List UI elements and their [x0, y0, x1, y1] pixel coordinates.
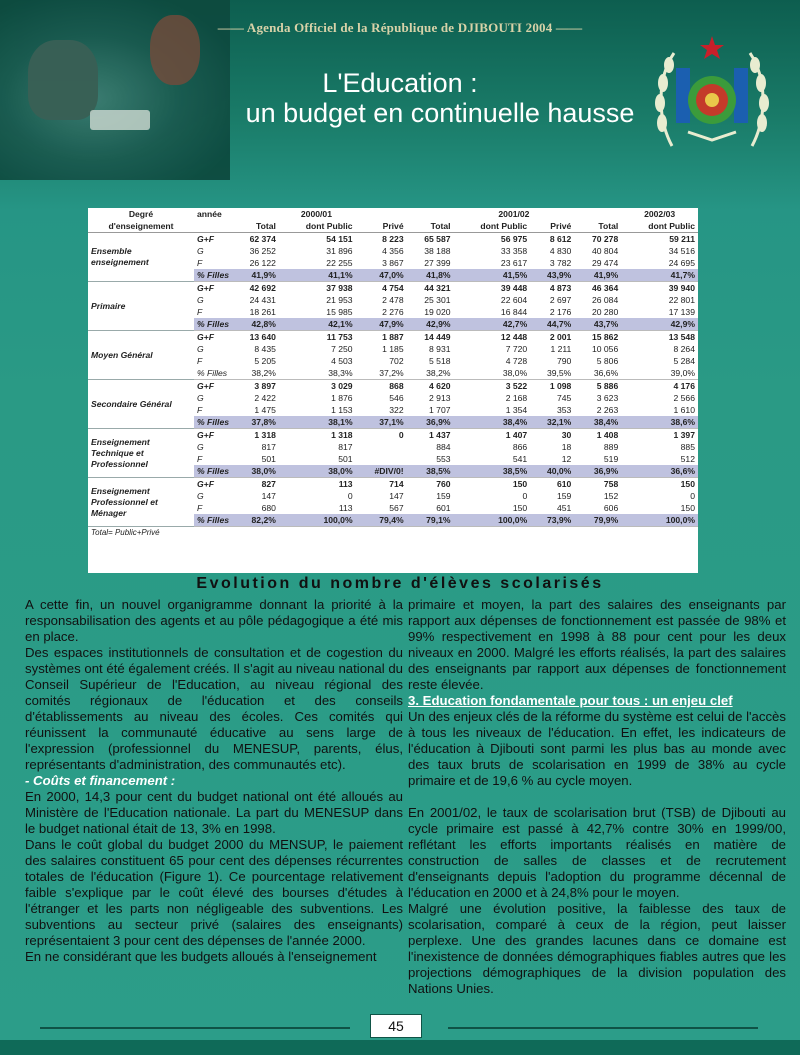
table-cell: 1 153 [331, 405, 353, 415]
table-cell: 152 [603, 491, 619, 501]
table-cell: 38,1% [279, 416, 356, 429]
col-public-2: dont Public [480, 221, 528, 231]
col-total-1: Total [256, 221, 276, 231]
table-cell: 4 356 [382, 246, 404, 256]
table-cell: 0 [347, 491, 353, 501]
table-cell: 745 [556, 393, 572, 403]
table-cell: 885 [680, 442, 695, 452]
table-cell: 12 448 [500, 332, 528, 342]
table-cell: 1 211 [550, 344, 572, 354]
table-cell: 79,4% [356, 514, 407, 527]
table-cell: 113 [338, 503, 353, 513]
group-label: Moyen Général [88, 331, 194, 380]
table-cell: 501 [261, 454, 276, 464]
table-cell: 2 263 [596, 405, 619, 415]
table-cell: 18 [561, 442, 572, 452]
table-cell: 42,8% [232, 318, 279, 331]
table-cell: 62 374 [249, 234, 276, 244]
table-cell: 41,8% [407, 269, 454, 282]
left-paragraph-3: En 2000, 14,3 pour cent du budget national ont été alloués au Ministère de l'Education nationale. La part du MENESUP dans le budget national était de 13, 3% en 1998. [25, 789, 403, 836]
table-cell: 3 029 [331, 381, 353, 391]
section-heading-3: 3. Education fondamentale pour tous : un enjeu clef [408, 693, 733, 708]
table-cell: 2 176 [549, 307, 572, 317]
table-cell: 5 284 [673, 356, 695, 366]
table-cell: 41,9% [232, 269, 279, 282]
table-cell: 23 617 [500, 258, 528, 268]
left-column [25, 597, 403, 965]
table-cell: 36 252 [249, 246, 276, 256]
table-cell: 42 692 [249, 283, 276, 293]
table-cell: 1 707 [429, 405, 451, 415]
table-cell: 46 364 [591, 283, 619, 293]
table-cell: 41,9% [574, 269, 621, 282]
table-cell: 43,7% [574, 318, 621, 331]
table-cell: 5 886 [596, 381, 619, 391]
table-cell: 38,0% [454, 367, 531, 380]
table-cell: 33 358 [500, 246, 528, 256]
table-cell: 1 887 [382, 332, 404, 342]
row-label: F [197, 258, 203, 268]
table-cell: 884 [436, 442, 451, 452]
table-cell: 38,3% [279, 367, 356, 380]
table-cell: 24 695 [668, 258, 695, 268]
table-cell: 1 876 [331, 393, 353, 403]
table-cell: 601 [436, 503, 451, 513]
table-cell: 0 [522, 491, 528, 501]
table-cell: 159 [436, 491, 451, 501]
col-year-3: 2002/03 [644, 209, 676, 219]
table-cell: 37,1% [356, 416, 407, 429]
table-cell: 21 953 [326, 295, 353, 305]
row-label: G [197, 344, 204, 354]
table-footnote-text: Total= Public+Privé [91, 528, 160, 537]
table-cell: 26 122 [249, 258, 276, 268]
table-cell: 817 [338, 442, 353, 452]
table-cell: 31 896 [326, 246, 353, 256]
row-label: G [197, 442, 204, 452]
table-cell: 889 [603, 442, 619, 452]
table-cell: 15 862 [591, 332, 619, 342]
table-cell: 79,9% [574, 514, 621, 527]
col-prive-2: Privé [550, 221, 572, 231]
table-cell: 47,9% [356, 318, 407, 331]
right-column [408, 597, 786, 997]
table-cell: 4 503 [331, 356, 353, 366]
table-cell: 29 474 [591, 258, 619, 268]
right-paragraph-4: Malgré une évolution positive, la faiblesse des taux de scolarisation, comparé à ceux de la région, peut laisser perplexe. Une des grandes lacunes dans ce domaine est l'inexistence de données démographiques fiables autres que les projections démographiques de la division population des Nations Unies. [408, 901, 786, 996]
table-row [88, 429, 698, 442]
table-cell: 38,2% [232, 367, 279, 380]
table-cell: 8 264 [673, 344, 695, 354]
page-title-line2: un budget en continuelle hausse [245, 98, 635, 128]
table-cell: 70 278 [591, 234, 619, 244]
table-cell: 14 449 [424, 332, 451, 342]
table-cell: 39,5% [530, 367, 574, 380]
table-cell: 610 [556, 479, 572, 489]
table-cell: 22 255 [326, 258, 353, 268]
table-cell: 7 720 [505, 344, 528, 354]
table-cell: 38 188 [424, 246, 451, 256]
table-cell: 37,2% [356, 367, 407, 380]
table-cell: 36,6% [574, 367, 621, 380]
page-number: 45 [370, 1014, 422, 1038]
bottom-band [0, 1040, 800, 1055]
table-cell: 150 [512, 503, 528, 513]
table-cell: 16 844 [500, 307, 528, 317]
table-cell: 36,9% [407, 416, 454, 429]
table-cell: 866 [512, 442, 528, 452]
row-label: G+F [197, 283, 214, 293]
table-cell: 79,1% [407, 514, 454, 527]
row-label: % Filles [194, 367, 232, 380]
table-cell: 100,0% [621, 514, 698, 527]
table-cell: 42,7% [454, 318, 531, 331]
left-paragraph-5: En ne considérant que les budgets alloués à l'enseignement [25, 949, 377, 964]
table-cell: 3 867 [382, 258, 404, 268]
table-cell: 0 [398, 430, 404, 440]
row-label: % Filles [194, 269, 232, 282]
table-cell: 150 [680, 479, 695, 489]
table-cell: 41,1% [279, 269, 356, 282]
right-paragraph-1: primaire et moyen, la part des salaires des enseignants par rapport aux dépenses de fonctionnement est passée de 98% et 99% respectivement en 1998 à 88 pour cent pour les deux niveaux en 2000. Malgré les efforts réalisés, la part des salaires des enseignants par rapport aux dépenses de fonctionnement reste élevée. [408, 597, 786, 692]
table-cell: 827 [261, 479, 276, 489]
row-label: F [197, 356, 203, 366]
table-cell: 2 001 [549, 332, 572, 342]
table-cell: 150 [512, 479, 528, 489]
table-cell: 100,0% [279, 514, 356, 527]
row-label: G [197, 295, 204, 305]
table-cell: 38,2% [407, 367, 454, 380]
table-cell: 553 [436, 454, 451, 464]
col-year-1: 2000/01 [300, 209, 332, 219]
row-label: % Filles [194, 416, 232, 429]
table-cell: 4 176 [673, 381, 695, 391]
table-cell: 39 940 [668, 283, 695, 293]
table-caption: Evolution du nombre d'élèves scolarisés [196, 575, 604, 592]
table-cell: 42,1% [279, 318, 356, 331]
table-cell: 32,1% [530, 416, 574, 429]
table-cell: 54 151 [326, 234, 353, 244]
table-cell: 2 566 [673, 393, 695, 403]
col-denseignement: d'enseignement [108, 221, 174, 231]
table-cell: 567 [389, 503, 404, 513]
table-cell: 1 397 [673, 430, 695, 440]
table-cell: 56 975 [500, 234, 528, 244]
table-cell: 39 448 [500, 283, 528, 293]
table-cell: 5 806 [596, 356, 619, 366]
row-label: F [197, 405, 203, 415]
table-cell: 11 753 [326, 332, 353, 342]
table-cell: 39,0% [621, 367, 698, 380]
table-cell: 59 211 [669, 234, 695, 244]
group-label: Secondaire Général [88, 380, 194, 429]
table-cell: 0 [690, 491, 695, 501]
table-cell: 40,0% [530, 465, 574, 478]
page-title-line1: L'Education : [322, 68, 478, 98]
table-cell: 43,9% [530, 269, 574, 282]
table-cell: #DIV/0! [356, 465, 407, 478]
row-label: G [197, 491, 204, 501]
agenda-header: —— Agenda Officiel de la République de DJIBOUTI 2004 —— [217, 20, 583, 35]
table-cell: 41,7% [621, 269, 698, 282]
col-degre: Degré [128, 209, 154, 219]
table-cell: 3 782 [549, 258, 572, 268]
table-cell: 3 897 [254, 381, 276, 391]
table-cell: 2 276 [382, 307, 404, 317]
table-cell: 702 [389, 356, 404, 366]
table-cell: 22 801 [668, 295, 695, 305]
table-cell: 5 205 [254, 356, 276, 366]
footer-rule-right [448, 1027, 758, 1029]
table-cell: 1 318 [331, 430, 353, 440]
row-label: G+F [197, 234, 214, 244]
table-cell: 25 301 [424, 295, 451, 305]
right-paragraph-3: En 2001/02, le taux de scolarisation brut (TSB) de Djibouti au cycle primaire est passé à 42,7% contre 30% en 1999/00, reflétant les efforts importants réalisés en matière de construction de salles de classes et de recrutement d'enseignants depuis l'adoption du programme décennal de l'éducation en 2000 et à 24,8% pour le moyen. [408, 805, 786, 900]
row-label: G+F [197, 381, 214, 391]
table-cell: 519 [603, 454, 619, 464]
table-row [88, 478, 698, 491]
table-cell [356, 453, 407, 465]
col-public-3: dont Public [648, 221, 695, 231]
table-cell: 113 [338, 479, 353, 489]
table-cell: 38,4% [574, 416, 621, 429]
table-cell: 42,9% [621, 318, 698, 331]
table-cell: 10 056 [591, 344, 619, 354]
col-annee: année [197, 209, 222, 219]
table-cell: 5 518 [429, 356, 451, 366]
table-row [88, 380, 698, 393]
table-cell: 322 [389, 405, 404, 415]
table-cell: 65 587 [424, 234, 451, 244]
table-cell: 353 [556, 405, 572, 415]
table-cell: 8 223 [382, 234, 404, 244]
table-cell: 38,0% [232, 465, 279, 478]
table-cell: 8 435 [254, 344, 276, 354]
table-cell: 2 697 [549, 295, 572, 305]
table-cell: 451 [556, 503, 572, 513]
group-label: Ensemble enseignement [88, 233, 194, 282]
table-cell: 17 139 [668, 307, 695, 317]
table-cell: 4 620 [429, 381, 451, 391]
row-label: G [197, 246, 204, 256]
table-cell: 34 516 [668, 246, 695, 256]
row-label: F [197, 454, 203, 464]
djibouti-emblem-icon [652, 28, 772, 158]
table-cell: 13 640 [249, 332, 276, 342]
right-paragraph-2: Un des enjeux clés de la réforme du système est celui de l'accès à tous les niveaux de l'éducation. En effet, les indicateurs de l'éducation à Djibouti sont parmi les plus bas au monde avec des taux bruts de scolarisation en 1999 de 38% au cycle primaire et de 19,6 % au cycle moyen. [408, 709, 786, 788]
table-cell: 1 610 [673, 405, 695, 415]
table-cell: 42,9% [407, 318, 454, 331]
table-cell: 4 728 [505, 356, 528, 366]
table-cell: 38,0% [279, 465, 356, 478]
table-cell: 3 623 [596, 393, 619, 403]
table-cell: 26 084 [591, 295, 619, 305]
table-cell: 1 098 [549, 381, 572, 391]
left-paragraph-4: Dans le coût global du budget 2000 du MENSUP, le paiement des salaires constituent 65 pour cent des dépenses récurrentes totales de l'éducation (Figure 1). Ce pourcentage relativement faible s'explique par le coût élevé des bourses d'études à l'étranger et les parts non négligeable des subventions. Les subventions au secteur privé (salaires des enseignants) représentaient 3 pour cent des dépenses de l'année 2000. [25, 837, 403, 948]
table-cell: 159 [556, 491, 572, 501]
left-paragraph-1: A cette fin, un nouvel organigramme donnant la priorité à la responsabilisation des agents et au pôle pédagogique a été mis en place. [25, 597, 403, 644]
col-year-2: 2001/02 [498, 209, 530, 219]
row-label: G [197, 393, 204, 403]
table-cell: 790 [556, 356, 572, 366]
table-header-row-2 [88, 220, 698, 233]
table-cell: 714 [389, 479, 404, 489]
table-cell: 12 [561, 454, 572, 464]
table-cell: 100,0% [454, 514, 531, 527]
table-footnote [88, 527, 698, 540]
row-label: F [197, 503, 203, 513]
table-cell: 147 [389, 491, 404, 501]
table-cell: 44,7% [530, 318, 574, 331]
table-cell: 758 [603, 479, 619, 489]
table-cell: 40 804 [591, 246, 619, 256]
group-label: Primaire [88, 282, 194, 331]
table-cell: 1 437 [429, 430, 451, 440]
col-total-2: Total [430, 221, 451, 231]
table-cell: 1 475 [254, 405, 276, 415]
table-cell: 2 168 [505, 393, 528, 403]
table-cell: 44 321 [424, 283, 451, 293]
table-cell: 82,2% [232, 514, 279, 527]
table-cell: 546 [389, 393, 404, 403]
table-cell: 1 354 [505, 405, 528, 415]
row-label: % Filles [194, 514, 232, 527]
table-cell: 8 931 [429, 344, 451, 354]
table-cell: 15 985 [326, 307, 353, 317]
table-cell: 22 604 [500, 295, 528, 305]
table-cell: 4 873 [549, 283, 572, 293]
row-label: G+F [197, 332, 214, 342]
table-cell: 2 913 [429, 393, 451, 403]
table-cell: 24 431 [249, 295, 276, 305]
table-cell: 38,5% [454, 465, 531, 478]
table-cell: 36,9% [574, 465, 621, 478]
table-cell: 38,4% [454, 416, 531, 429]
table-row [88, 233, 698, 246]
table-cell: 606 [603, 503, 619, 513]
table-header-row-1 [88, 208, 698, 220]
table-cell: 37,8% [232, 416, 279, 429]
table-cell: 47,0% [356, 269, 407, 282]
col-public-1: dont Public [305, 221, 353, 231]
group-label: Enseignement Professionnel et Ménager [88, 478, 194, 527]
table-cell: 541 [512, 454, 528, 464]
table-cell: 2 422 [254, 393, 276, 403]
table-cell: 680 [261, 503, 276, 513]
table-cell: 8 612 [549, 234, 572, 244]
footer-rule-left [40, 1027, 350, 1029]
table-cell: 38,6% [621, 416, 698, 429]
table-cell: 41,5% [454, 269, 531, 282]
left-paragraph-2: Des espaces institutionnels de consultation et de cogestion du systèmes ont été également créés. Il s'agit au niveau national du Conseil Supérieur de l'Education, au niveau régional des comités régionaux de l'éducation et des conseils d'établissements au niveau des écoles. Ces comités qui réunissent la communauté éducative au sens large de l'expression (professionnel du MENESUP, parents, élus, représentants d'administration, des communautés etc). [25, 645, 403, 772]
table-cell: 1 408 [596, 430, 619, 440]
table-cell: 817 [261, 442, 276, 452]
col-prive-1: Privé [382, 221, 404, 231]
header-banner [0, 0, 800, 200]
table-cell: 501 [338, 454, 353, 464]
table-cell: 147 [261, 491, 276, 501]
table-cell: 512 [680, 454, 695, 464]
table-cell [356, 441, 407, 453]
table-cell: 19 020 [424, 307, 451, 317]
table-cell: 1 185 [382, 344, 404, 354]
table-row [88, 331, 698, 344]
table-cell: 7 250 [331, 344, 353, 354]
subheading-couts: - Coûts et financement : [25, 773, 176, 788]
table-cell: 73,9% [530, 514, 574, 527]
table-cell: 18 261 [249, 307, 276, 317]
row-label: G+F [197, 479, 214, 489]
table-cell: 37 938 [326, 283, 353, 293]
table-cell: 36,6% [621, 465, 698, 478]
table-cell: 38,5% [407, 465, 454, 478]
table-cell: 150 [680, 503, 695, 513]
table-cell: 4 830 [549, 246, 572, 256]
table-row [88, 282, 698, 295]
table-cell: 20 280 [591, 307, 619, 317]
table-cell: 4 754 [382, 283, 404, 293]
row-label: % Filles [194, 318, 232, 331]
col-total-3: Total [598, 221, 619, 231]
row-label: F [197, 307, 203, 317]
table-cell: 868 [389, 381, 404, 391]
table-cell: 3 522 [505, 381, 528, 391]
table-cell: 30 [561, 430, 572, 440]
row-label: G+F [197, 430, 214, 440]
table-cell: 1 318 [254, 430, 276, 440]
table-cell: 1 407 [505, 430, 528, 440]
table-cell: 13 548 [668, 332, 695, 342]
table-cell: 760 [436, 479, 451, 489]
table-cell: 2 478 [382, 295, 404, 305]
table-cell: 27 399 [424, 258, 451, 268]
group-label: Enseignement Technique et Professionnel [88, 429, 194, 478]
students-table [88, 208, 698, 573]
row-label: % Filles [194, 465, 232, 478]
